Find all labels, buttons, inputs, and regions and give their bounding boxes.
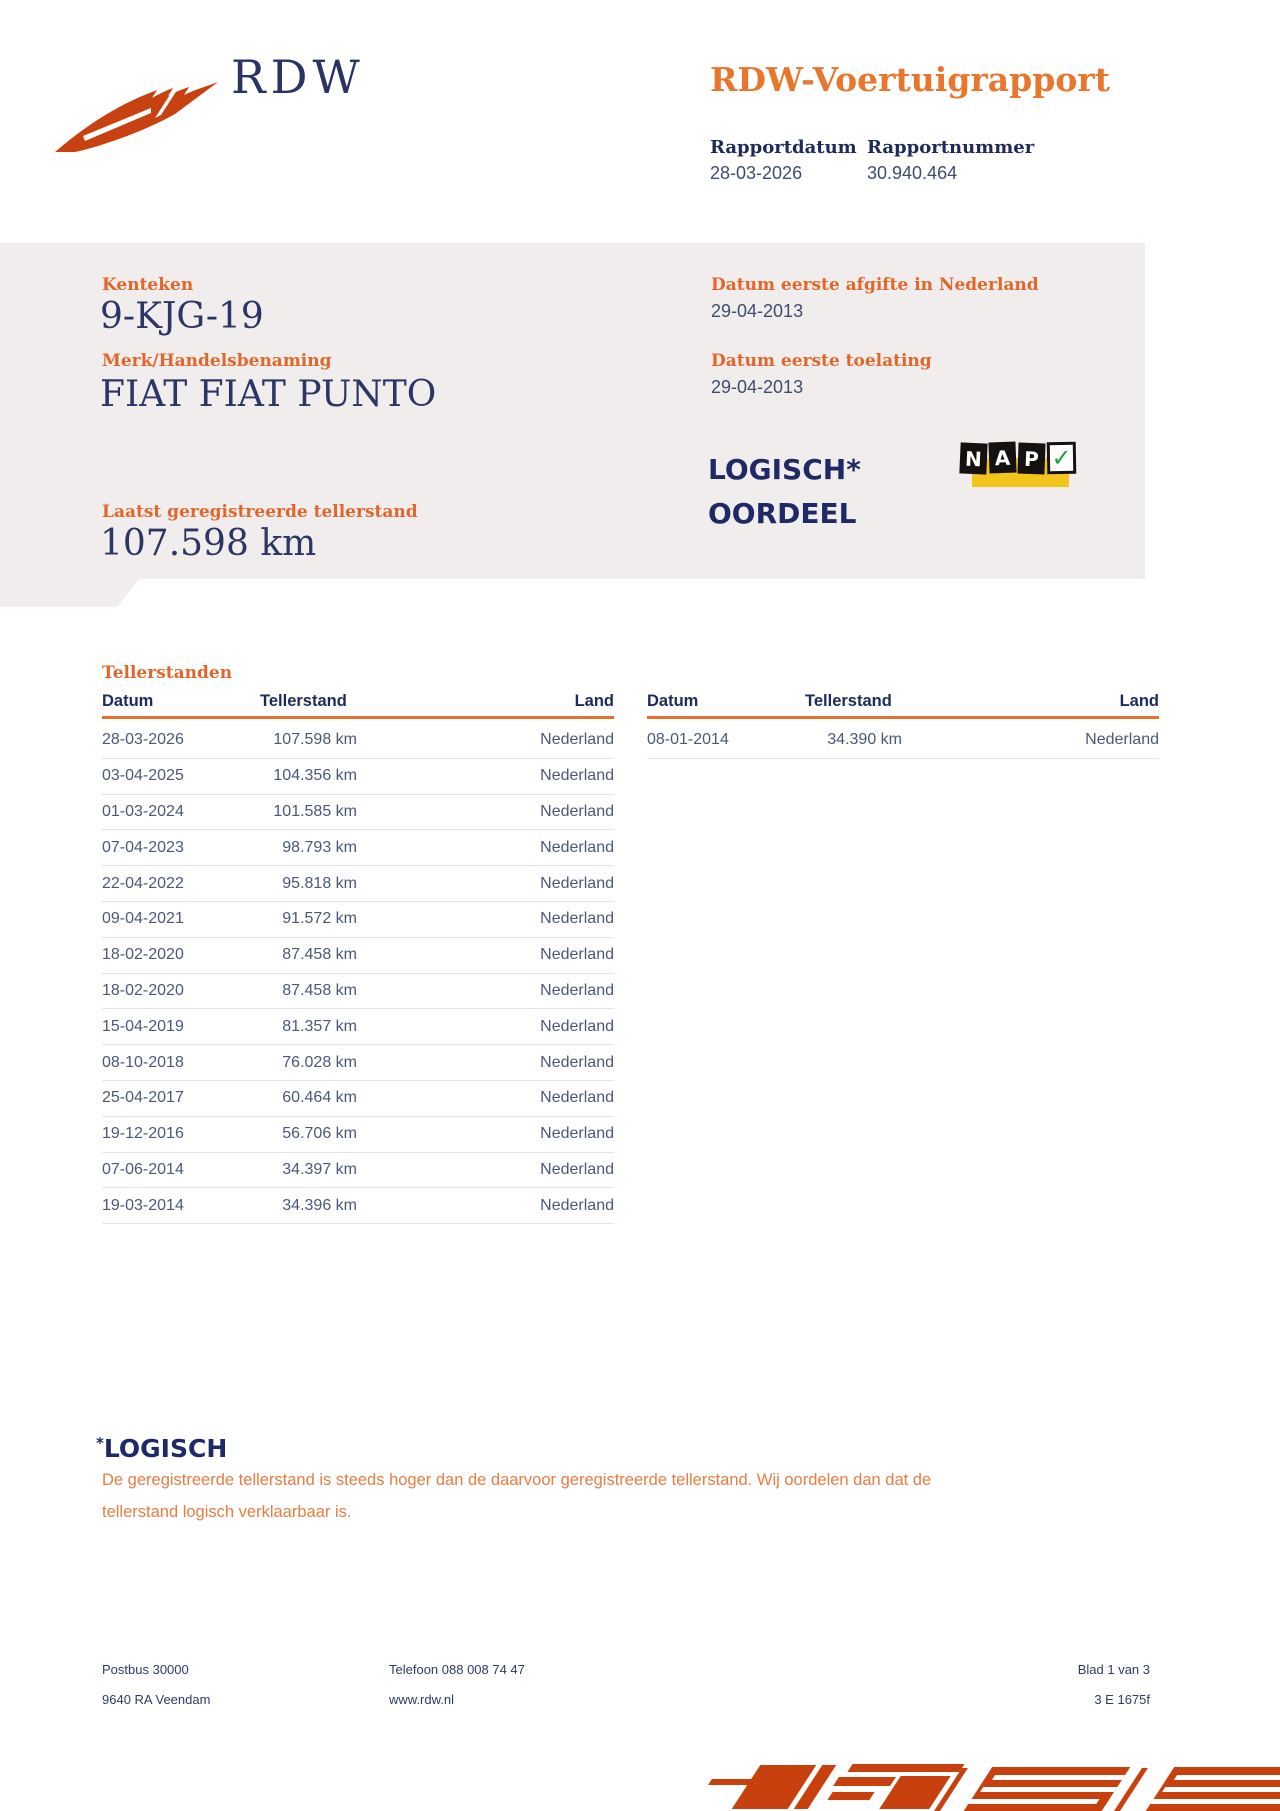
report-number-value: 30.940.464 bbox=[867, 163, 958, 183]
cell-land: Nederland bbox=[540, 874, 614, 892]
laatste-tellerstand-value: 107.598 km bbox=[100, 523, 317, 564]
footnote-line-2: tellerstand logisch verklaarbaar is. bbox=[102, 1503, 352, 1521]
cell-land: Nederland bbox=[540, 1160, 614, 1178]
footnote-text bbox=[102, 1464, 1112, 1528]
cell-tellerstand: 34.396 km bbox=[282, 1196, 357, 1214]
table-body bbox=[647, 723, 1159, 759]
cell-land: Nederland bbox=[540, 946, 614, 964]
kenteken-value: 9-KJG-19 bbox=[100, 296, 264, 337]
cell-tellerstand: 34.397 km bbox=[282, 1160, 357, 1178]
cell-tellerstand: 91.572 km bbox=[282, 910, 357, 928]
cell-datum: 03-04-2025 bbox=[102, 767, 184, 785]
rdw-logo-mark bbox=[55, 56, 220, 152]
cell-land: Nederland bbox=[1085, 731, 1159, 749]
cell-datum: 25-04-2017 bbox=[102, 1089, 184, 1107]
footnote-title-text: LOGISCH bbox=[103, 1434, 228, 1463]
merk-label: Merk/Handelsbenaming bbox=[102, 351, 332, 371]
cell-datum: 15-04-2019 bbox=[102, 1017, 184, 1035]
footer-form-code: 3 E 1675f bbox=[1094, 1692, 1150, 1707]
cell-land: Nederland bbox=[540, 1089, 614, 1107]
tellerstanden-table-right bbox=[647, 692, 1159, 759]
cell-datum: 19-12-2016 bbox=[102, 1125, 184, 1143]
table-row bbox=[102, 1045, 614, 1081]
cell-land: Nederland bbox=[540, 767, 614, 785]
kenteken-label: Kenteken bbox=[102, 275, 194, 295]
footnote-line-1: De geregistreerde tellerstand is steeds hoger dan de daarvoor geregistreerde tellerstand. Wij oordelen dan dat de bbox=[102, 1471, 932, 1489]
footer-page-indicator: Blad 1 van 3 bbox=[1077, 1662, 1150, 1677]
oordeel-label: OORDEEL bbox=[708, 497, 857, 530]
cell-tellerstand: 34.390 km bbox=[827, 731, 902, 749]
eerste-toelating-value: 29-04-2013 bbox=[711, 377, 804, 397]
table-header-row bbox=[647, 692, 1159, 719]
footnote-title bbox=[96, 1434, 227, 1463]
cell-datum: 09-04-2021 bbox=[102, 910, 184, 928]
table-row bbox=[102, 830, 614, 866]
cell-datum: 19-03-2014 bbox=[102, 1196, 184, 1214]
table-row bbox=[647, 723, 1159, 759]
rdw-speed-stripes-graphic bbox=[700, 1762, 1280, 1811]
cell-land: Nederland bbox=[540, 1196, 614, 1214]
cell-tellerstand: 56.706 km bbox=[282, 1125, 357, 1143]
rdw-wing-icon bbox=[55, 56, 220, 152]
nap-letter-a: A bbox=[988, 442, 1016, 474]
footer-page-info bbox=[950, 1655, 1150, 1715]
col-header-tellerstand: Tellerstand bbox=[805, 692, 892, 710]
table-row bbox=[102, 795, 614, 831]
footer-phone: Telefoon 088 008 74 47 bbox=[389, 1662, 525, 1677]
cell-land: Nederland bbox=[540, 910, 614, 928]
nap-checkmark-icon: ✓ bbox=[1047, 442, 1077, 475]
col-header-land: Land bbox=[574, 692, 614, 710]
oordeel-block bbox=[708, 448, 861, 536]
nap-logo bbox=[960, 442, 1076, 490]
tellerstanden-table-left bbox=[102, 692, 614, 1224]
nap-letter-n: N bbox=[959, 442, 987, 474]
cell-datum: 08-10-2018 bbox=[102, 1053, 184, 1071]
cell-tellerstand: 104.356 km bbox=[273, 767, 357, 785]
cell-datum: 07-06-2014 bbox=[102, 1160, 184, 1178]
page-title: RDW-Voertuigrapport bbox=[710, 60, 1110, 99]
cell-datum: 18-02-2020 bbox=[102, 946, 184, 964]
tellerstanden-section-title: Tellerstanden bbox=[102, 663, 233, 683]
cell-tellerstand: 98.793 km bbox=[282, 838, 357, 856]
footnote-asterisk: * bbox=[96, 1434, 104, 1452]
cell-datum: 22-04-2022 bbox=[102, 874, 184, 892]
cell-datum: 28-03-2026 bbox=[102, 731, 184, 749]
footer-address-line-1: Postbus 30000 bbox=[102, 1662, 189, 1677]
merk-value: FIAT FIAT PUNTO bbox=[100, 374, 437, 415]
col-header-datum: Datum bbox=[647, 692, 699, 710]
table-row bbox=[102, 759, 614, 795]
oordeel-value: LOGISCH* bbox=[708, 453, 861, 486]
col-header-datum: Datum bbox=[102, 692, 154, 710]
table-header-row bbox=[102, 692, 614, 719]
eerste-afgifte-value: 29-04-2013 bbox=[711, 301, 804, 321]
cell-tellerstand: 101.585 km bbox=[273, 802, 357, 820]
table-row bbox=[102, 938, 614, 974]
cell-tellerstand: 76.028 km bbox=[282, 1053, 357, 1071]
footer-contact bbox=[389, 1655, 525, 1715]
footer-website: www.rdw.nl bbox=[389, 1692, 455, 1707]
cell-land: Nederland bbox=[540, 1017, 614, 1035]
cell-datum: 07-04-2023 bbox=[102, 838, 184, 856]
table-row bbox=[102, 902, 614, 938]
report-date-label: Rapportdatum bbox=[710, 137, 857, 158]
cell-datum: 08-01-2014 bbox=[647, 731, 729, 749]
cell-land: Nederland bbox=[540, 1053, 614, 1071]
rdw-logo-text: RDW bbox=[231, 50, 365, 104]
col-header-land: Land bbox=[1119, 692, 1159, 710]
cell-land: Nederland bbox=[540, 838, 614, 856]
cell-tellerstand: 107.598 km bbox=[273, 731, 357, 749]
cell-datum: 18-02-2020 bbox=[102, 981, 184, 999]
footer-address bbox=[102, 1655, 210, 1715]
report-date-value: 28-03-2026 bbox=[710, 163, 803, 183]
table-row bbox=[102, 1009, 614, 1045]
nap-letter-p: P bbox=[1017, 443, 1045, 475]
table-row bbox=[102, 974, 614, 1010]
cell-land: Nederland bbox=[540, 981, 614, 999]
report-number-label: Rapportnummer bbox=[867, 137, 1035, 158]
cell-tellerstand: 95.818 km bbox=[282, 874, 357, 892]
table-row bbox=[102, 1081, 614, 1117]
table-row bbox=[102, 1117, 614, 1153]
footer-address-line-2: 9640 RA Veendam bbox=[102, 1692, 211, 1707]
col-header-tellerstand: Tellerstand bbox=[260, 692, 347, 710]
cell-tellerstand: 60.464 km bbox=[282, 1089, 357, 1107]
cell-land: Nederland bbox=[540, 731, 614, 749]
table-row bbox=[102, 723, 614, 759]
table-row bbox=[102, 1188, 614, 1224]
cell-land: Nederland bbox=[540, 1125, 614, 1143]
cell-tellerstand: 87.458 km bbox=[282, 981, 357, 999]
cell-land: Nederland bbox=[540, 802, 614, 820]
cell-tellerstand: 87.458 km bbox=[282, 946, 357, 964]
table-row bbox=[102, 1153, 614, 1189]
laatste-tellerstand-label: Laatst geregistreerde tellerstand bbox=[102, 502, 418, 522]
cell-tellerstand: 81.357 km bbox=[282, 1017, 357, 1035]
eerste-toelating-label: Datum eerste toelating bbox=[711, 351, 932, 371]
table-row bbox=[102, 866, 614, 902]
eerste-afgifte-label: Datum eerste afgifte in Nederland bbox=[711, 275, 1039, 295]
table-body bbox=[102, 723, 614, 1224]
cell-datum: 01-03-2024 bbox=[102, 802, 184, 820]
